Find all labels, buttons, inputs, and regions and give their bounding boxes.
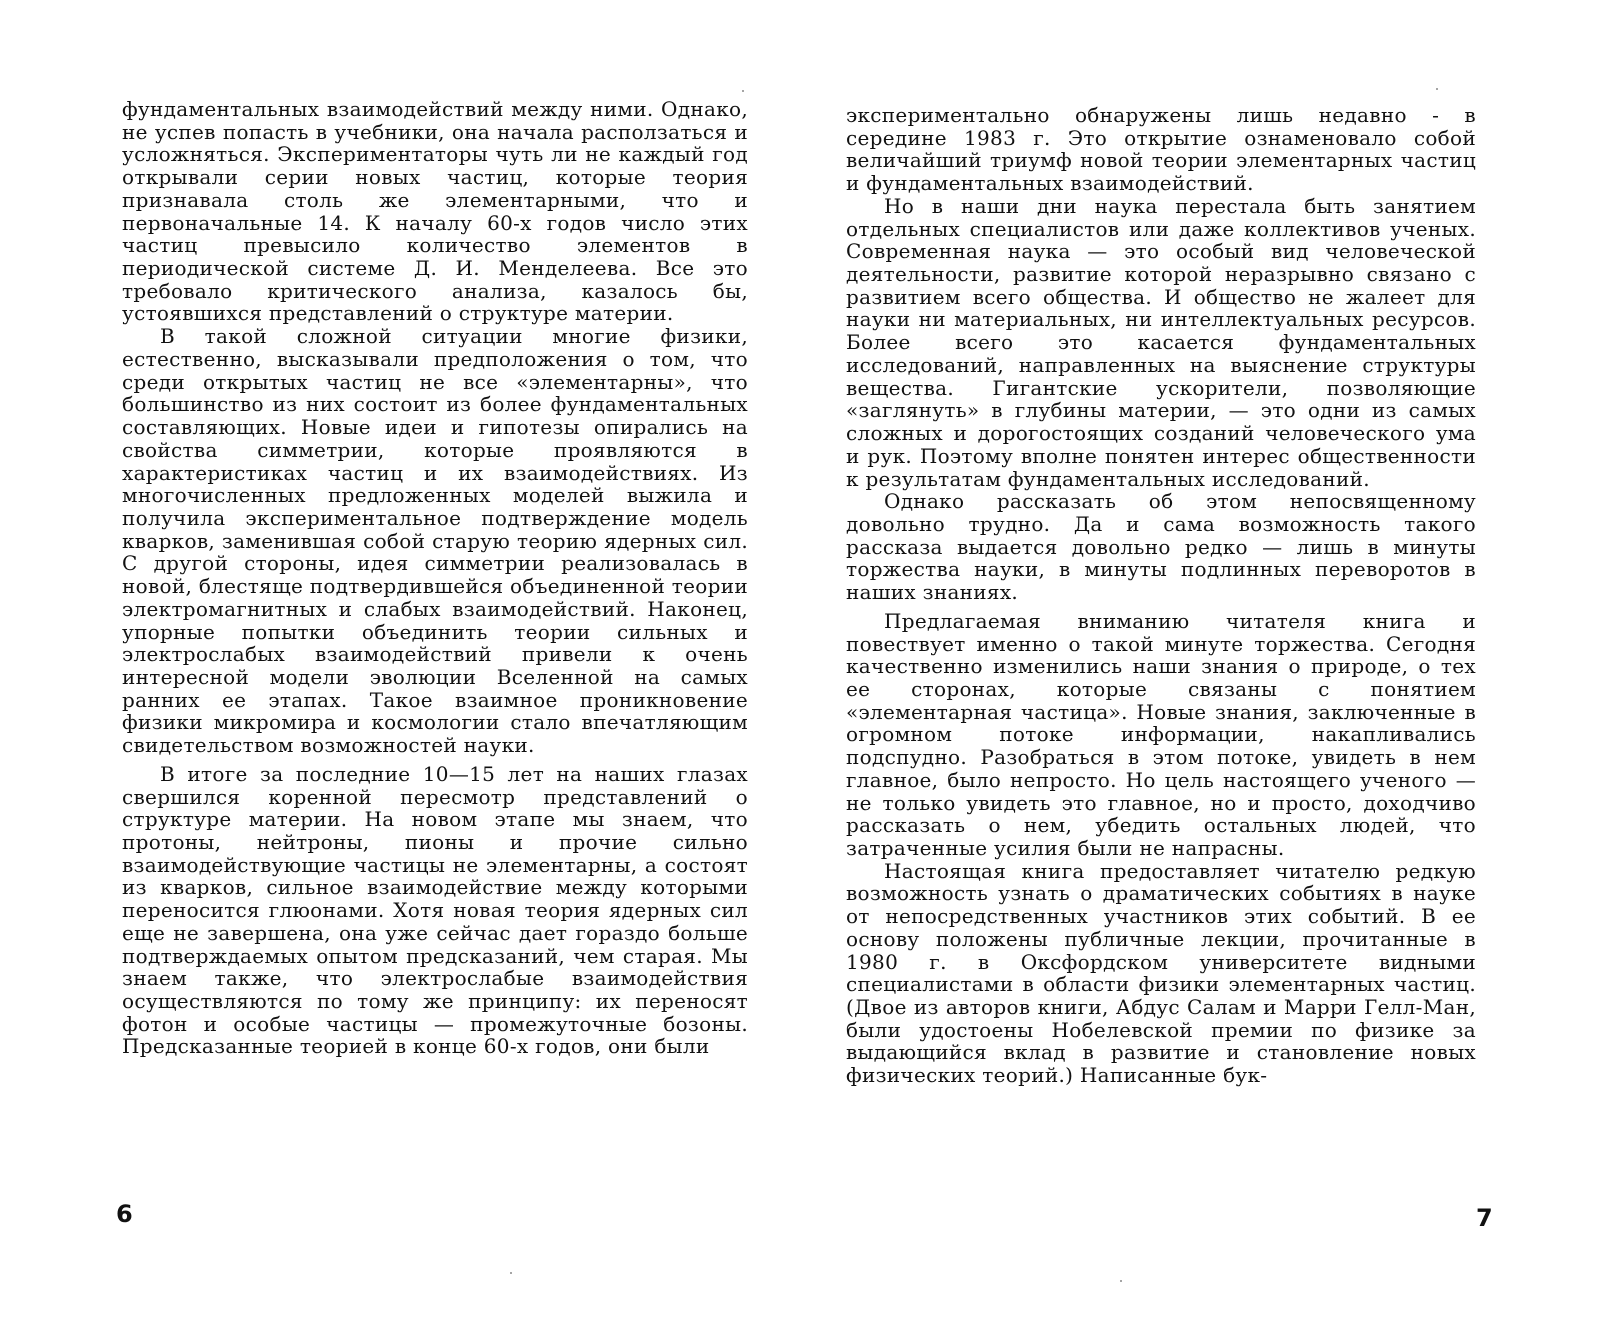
page-number-left: 6 xyxy=(116,1200,133,1228)
right-paragraph-3: Однако рассказать об этом непосвященному довольно трудно. Да и сама возможность такого рассказа выдается довольно редко — лишь в минуты торжества науки, в минуты подлинных переворотов в наших знаниях. xyxy=(846,489,1476,605)
right-page xyxy=(800,0,1600,1334)
scan-speck xyxy=(510,1272,512,1274)
left-paragraph-2: В такой сложной ситуации многие физики, естественно, высказывали предположения о том, что среди открытых частиц не все «элементарны», что большинство из них состоит из более фундаментальных составляющих. Новые идеи и гипотезы опирались на свойства симметрии, которые проявляются в характеристиках частиц и их взаимодействиях. Из многочисленных предложенных моделей выжила и получила экспериментальное подтверждение модель кварков, заменившая собой старую теорию ядерных сил. С другой стороны, идея симметрии реализовалась в новой, блестяще подтвердившейся объединенной теории электромагнитных и слабых взаимодействий. Наконец, упорные попытки объединить теории сильных и электрослабых взаимодействий привели к очень интересной модели эволюции Вселенной на самых ранних ее этапах. Такое взаимное проникновение физики микромира и космологии стало впечатляющим свидетельством возможностей науки. xyxy=(122,324,749,758)
right-text-column xyxy=(846,104,1476,1087)
left-text-column xyxy=(122,98,748,1058)
page-number-right: 7 xyxy=(1476,1204,1493,1232)
scan-speck xyxy=(1120,1280,1122,1282)
scan-speck xyxy=(742,90,744,92)
right-paragraph-5: Настоящая книга предоставляет читателю редкую возможность узнать о драматических событиях в науке от непосредственных участников этих событий. В ее основу положены публичные лекции, прочитанные в 1980 г. в Оксфордском университете видными специалистами в области физики элементарных частиц. (Двое из авторов книги, Абдус Салам и Марри Гелл-Ман, были удостоены Нобелевской премии по физике за выдающийся вклад в развитие и становление новых физических теорий.) Написанные бук- xyxy=(846,858,1476,1088)
scan-speck xyxy=(1436,88,1438,90)
right-paragraph-1: экспериментально обнаружены лишь недавно - в середине 1983 г. Это открытие ознаменовало собой величайший триумф новой теории элементарных частиц и фундаментальных взаимодействий. xyxy=(846,103,1476,196)
left-paragraph-3: В итоге за последние 10—15 лет на наших глазах свершился коренной пересмотр представлений о структуре материи. На новом этапе мы знаем, что протоны, нейтроны, пионы и прочие сильно взаимодействующие частицы не элементарны, а состоят из кварков, сильное взаимодействие между которыми переносится глюонами. Хотя новая теория ядерных сил еще не завершена, она уже сейчас дает гораздо больше подтверждаемых опытом предсказаний, чем старая. Мы знаем также, что электрослабые взаимодействия осуществляются по тому же принципу: их переносят фотон и особые частицы — промежуточные бозоны. Предсказанные теорией в конце 60-х годов, они были xyxy=(122,761,748,1059)
right-paragraph-4: Предлагаемая вниманию читателя книга и повествует именно о такой минуте торжества. Сегодня качественно изменились наши знания о природе, о тех ее сторонах, которые связаны с понятием «элементарная частица». Новые знания, заключенные в огромном потоке информации, накапливались подспудно. Разобраться в этом потоке, увидеть в нем главное, было непросто. Но цель настоящего ученого — не только увидеть это главное, но и просто, доходчиво рассказать о нем, убедить остальных людей, что затраченные усилия были не напрасны. xyxy=(846,608,1476,860)
left-paragraph-1: фундаментальных взаимодействий между ними. Однако, не успев попасть в учебники, она начала расползаться и усложняться. Экспериментаторы чуть ли не каждый год открывали серии новых частиц, которые теория признавала столь же элементарными, что и первоначальные 14. К началу 60-х годов число этих частиц превысило количество элементов в периодической системе Д. И. Менделеева. Все это требовало критического анализа, казалось бы, устоявшихся представлений о структуре материи. xyxy=(122,97,748,326)
right-paragraph-2: Но в наши дни наука перестала быть занятием отдельных специалистов или даже коллективов ученых. Современная наука — это особый вид человеческой деятельности, развитие которой неразрывно связано с развитием всего общества. И общество не жалеет для науки ни материальных, ни интеллектуальных ресурсов. Более всего это касается фундаментальных исследований, направленных на выяснение структуры вещества. Гигантские ускорители, позволяющие «заглянуть» в глубины материи, — это одни из самых сложных и дорогостоящих созданий человеческого ума и рук. Поэтому вполне понятен интерес общественности к результатам фундаментальных исследований. xyxy=(846,193,1476,491)
